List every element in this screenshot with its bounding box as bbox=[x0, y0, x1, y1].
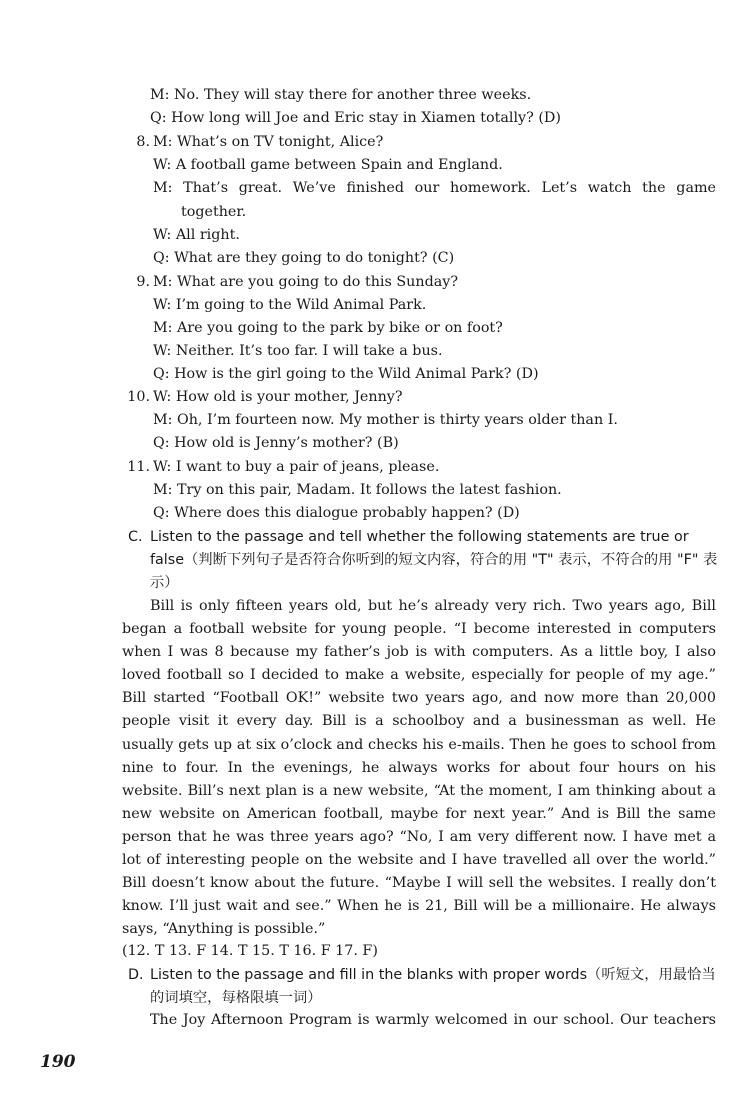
question-line: Q: How is the girl going to the Wild Animal Park? (D) bbox=[153, 366, 539, 382]
dialogue-line: W: All right. bbox=[153, 227, 240, 243]
dialogue-line: M: What are you going to do this Sunday? bbox=[153, 274, 458, 290]
passage-text: Bill is only fifteen years old, but he’s already very rich. Two years ago, Bill began a football website for young people. “I become interested in computers when I was 8 because my father’s job is with computers. As a little boy, I also loved football so I decided to make a website, especially for people of my age.” Bill started “Football OK!” website two years ago, and now more than 20,000 people visit it every day. Bill is a schoolboy and a businessman as well. He usually gets up at six o’clock and checks his e-mails. Then he goes to school from nine to four. In the evenings, he always works for about four hours on his website. Bill’s next plan is a new website, “At the moment, I am thinking about a new website on American football, maybe for next year.” And is Bill the same person that he was three years ago? “No, I am very different now. I have met a lot of interesting people on the website and I have travelled all over the world.” Bill doesn’t know about the future. “Maybe I will sell the websites. I really don’t know. I’ll just wait and see.” When he is 21, Bill will be a millionaire. He always says, “Anything is possible.” bbox=[122, 598, 716, 938]
question-line: Q: How old is Jenny’s mother? (B) bbox=[153, 435, 399, 451]
section-d-heading bbox=[128, 964, 718, 1010]
dialogue-line: W: How old is your mother, Jenny? bbox=[153, 389, 403, 405]
dialogue-line: W: Neither. It’s too far. I will take a bus. bbox=[153, 343, 443, 359]
dialogue-line: W: I’m going to the Wild Animal Park. bbox=[153, 297, 427, 313]
dialogue-line: M: What’s on TV tonight, Alice? bbox=[153, 134, 384, 150]
answer-key: (12. T 13. F 14. T 15. T 16. F 17. F) bbox=[122, 943, 378, 959]
dialogue-line-continued: together. bbox=[181, 204, 247, 220]
section-label: C. bbox=[128, 529, 143, 545]
passage-text: The Joy Afternoon Program is warmly welcomed in our school. Our teachers bbox=[150, 1012, 716, 1028]
section-instruction: Listen to the passage and fill in the blanks with proper words（听短文，用最恰当的词填空，每格限填一词） bbox=[150, 967, 716, 1006]
item-number: 8. bbox=[136, 134, 150, 150]
dialogue-line: W: I want to buy a pair of jeans, please. bbox=[153, 459, 440, 475]
item-number: 10. bbox=[127, 389, 150, 405]
section-label: D. bbox=[128, 967, 144, 983]
question-line: Q: Where does this dialogue probably happen? (D) bbox=[153, 505, 520, 521]
question-line: Q: How long will Joe and Eric stay in Xiamen totally? (D) bbox=[150, 110, 561, 126]
dialogue-line: M: Oh, I’m fourteen now. My mother is thirty years older than I. bbox=[153, 412, 618, 428]
dialogue-line: M: Are you going to the park by bike or on foot? bbox=[153, 320, 503, 336]
dialogue-line: M: No. They will stay there for another three weeks. bbox=[150, 87, 532, 103]
dialogue-line: W: A football game between Spain and England. bbox=[153, 157, 503, 173]
section-c-heading bbox=[128, 526, 718, 595]
page-number: 190 bbox=[40, 1052, 76, 1072]
item-number: 11. bbox=[127, 459, 150, 475]
dialogue-line: M: Try on this pair, Madam. It follows the latest fashion. bbox=[153, 482, 562, 498]
dialogue-line: M: That’s great. We’ve finished our homework. Let’s watch the game bbox=[153, 180, 716, 196]
question-line: Q: What are they going to do tonight? (C) bbox=[153, 250, 455, 266]
item-number: 9. bbox=[136, 274, 150, 290]
section-instruction: Listen to the passage and tell whether the following statements are true or false（判断下列句子是否符合你听到的短文内容，符合的用 "T" 表示，不符合的用 "F" 表示） bbox=[150, 529, 718, 591]
